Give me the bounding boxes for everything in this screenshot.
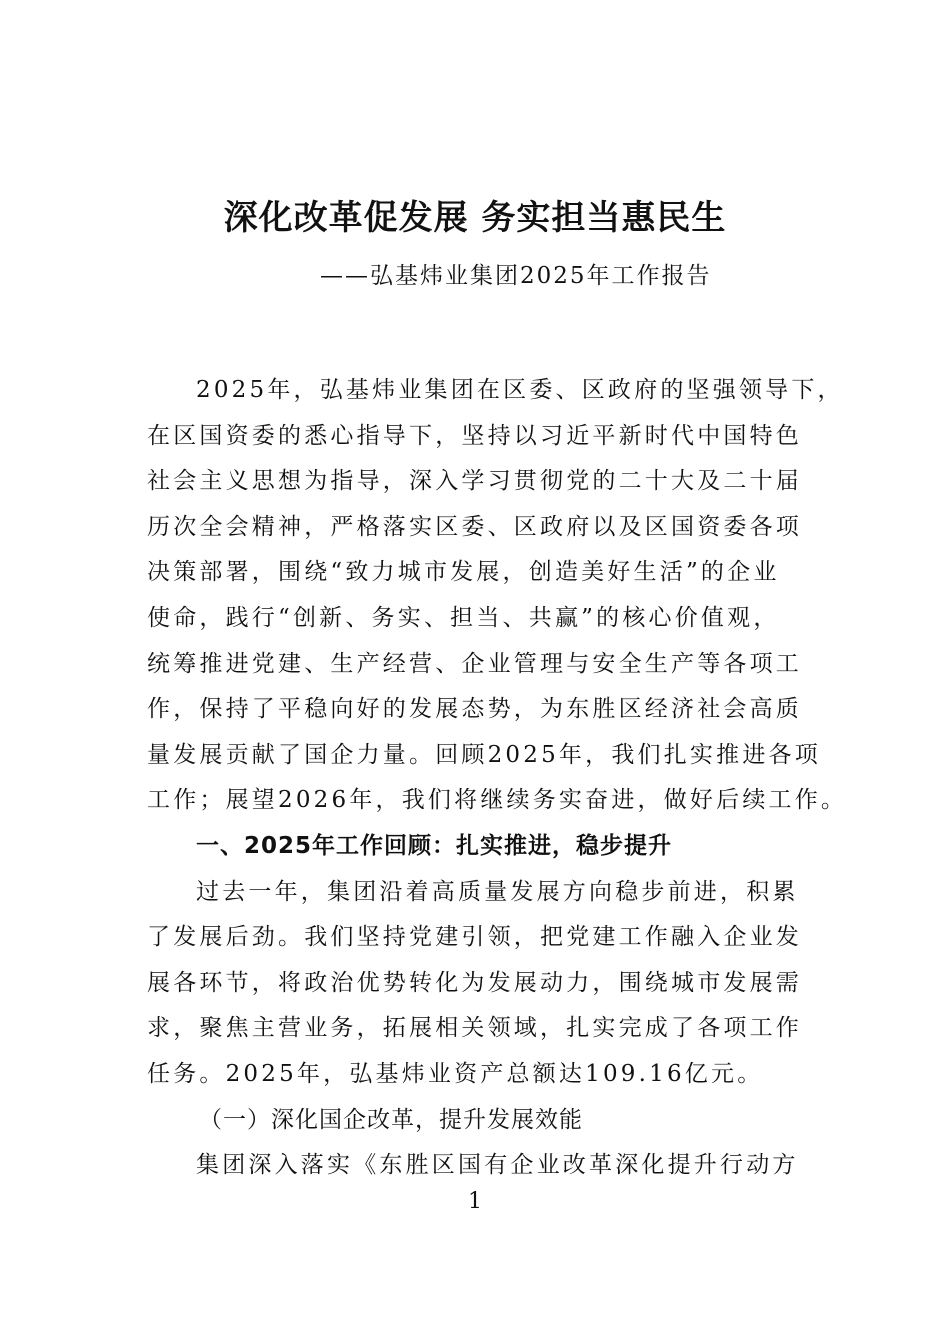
paragraph-line: 任务。2025年，弘基炜业资产总额达109.16亿元。 <box>147 1060 764 1087</box>
paragraph-line: 量发展贡献了国企力量。回顾2025年，我们扎实推进各项 <box>147 741 821 768</box>
paragraph-line: 2025年，弘基炜业集团在区委、区政府的坚强领导下， <box>196 377 844 403</box>
document-subtitle: ——弘基炜业集团2025年工作报告 <box>320 263 712 289</box>
paragraph-line: 了发展后劲。我们坚持党建引领，把党建工作融入企业发 <box>147 924 802 951</box>
section-heading: 一、2025年工作回顾：扎实推进，稳步提升 <box>196 832 673 859</box>
paragraph-line: 决策部署，围绕“致力城市发展，创造美好生活”的企业 <box>147 559 780 586</box>
paragraph-line: 在区国资委的悉心指导下，坚持以习近平新时代中国特色 <box>147 422 802 449</box>
paragraph-line: 过去一年，集团沿着高质量发展方向稳步前进，积累 <box>196 878 799 905</box>
paragraph-line: 集团深入落实《东胜区国有企业改革深化提升行动方 <box>196 1152 799 1179</box>
paragraph-line: 统筹推进党建、生产经营、企业管理与安全生产等各项工 <box>147 650 802 677</box>
paragraph-line: 作，保持了平稳向好的发展态势，为东胜区经济社会高质 <box>147 696 802 723</box>
paragraph-line: 求，聚焦主营业务，拓展相关领域，扎实完成了各项工作 <box>147 1015 802 1042</box>
document-body <box>147 368 848 1189</box>
paragraph-line: 社会主义思想为指导，深入学习贯彻党的二十大及二十届 <box>147 468 802 495</box>
document-title: 深化改革促发展 务实担当惠民生 <box>223 198 727 238</box>
subsection-heading: （一）深化国企改革，提升发展效能 <box>199 1106 583 1133</box>
paragraph-line: 展各环节，将政治优势转化为发展动力，围绕城市发展需 <box>147 969 802 996</box>
page-number: 1 <box>468 1189 482 1214</box>
paragraph-line: 工作；展望2026年，我们将继续务实奋进，做好后续工作。 <box>147 787 848 814</box>
paragraph-line: 使命，践行“创新、务实、担当、共赢”的核心价值观， <box>147 604 780 631</box>
paragraph-line: 历次全会精神，严格落实区委、区政府以及区国资委各项 <box>147 513 802 540</box>
